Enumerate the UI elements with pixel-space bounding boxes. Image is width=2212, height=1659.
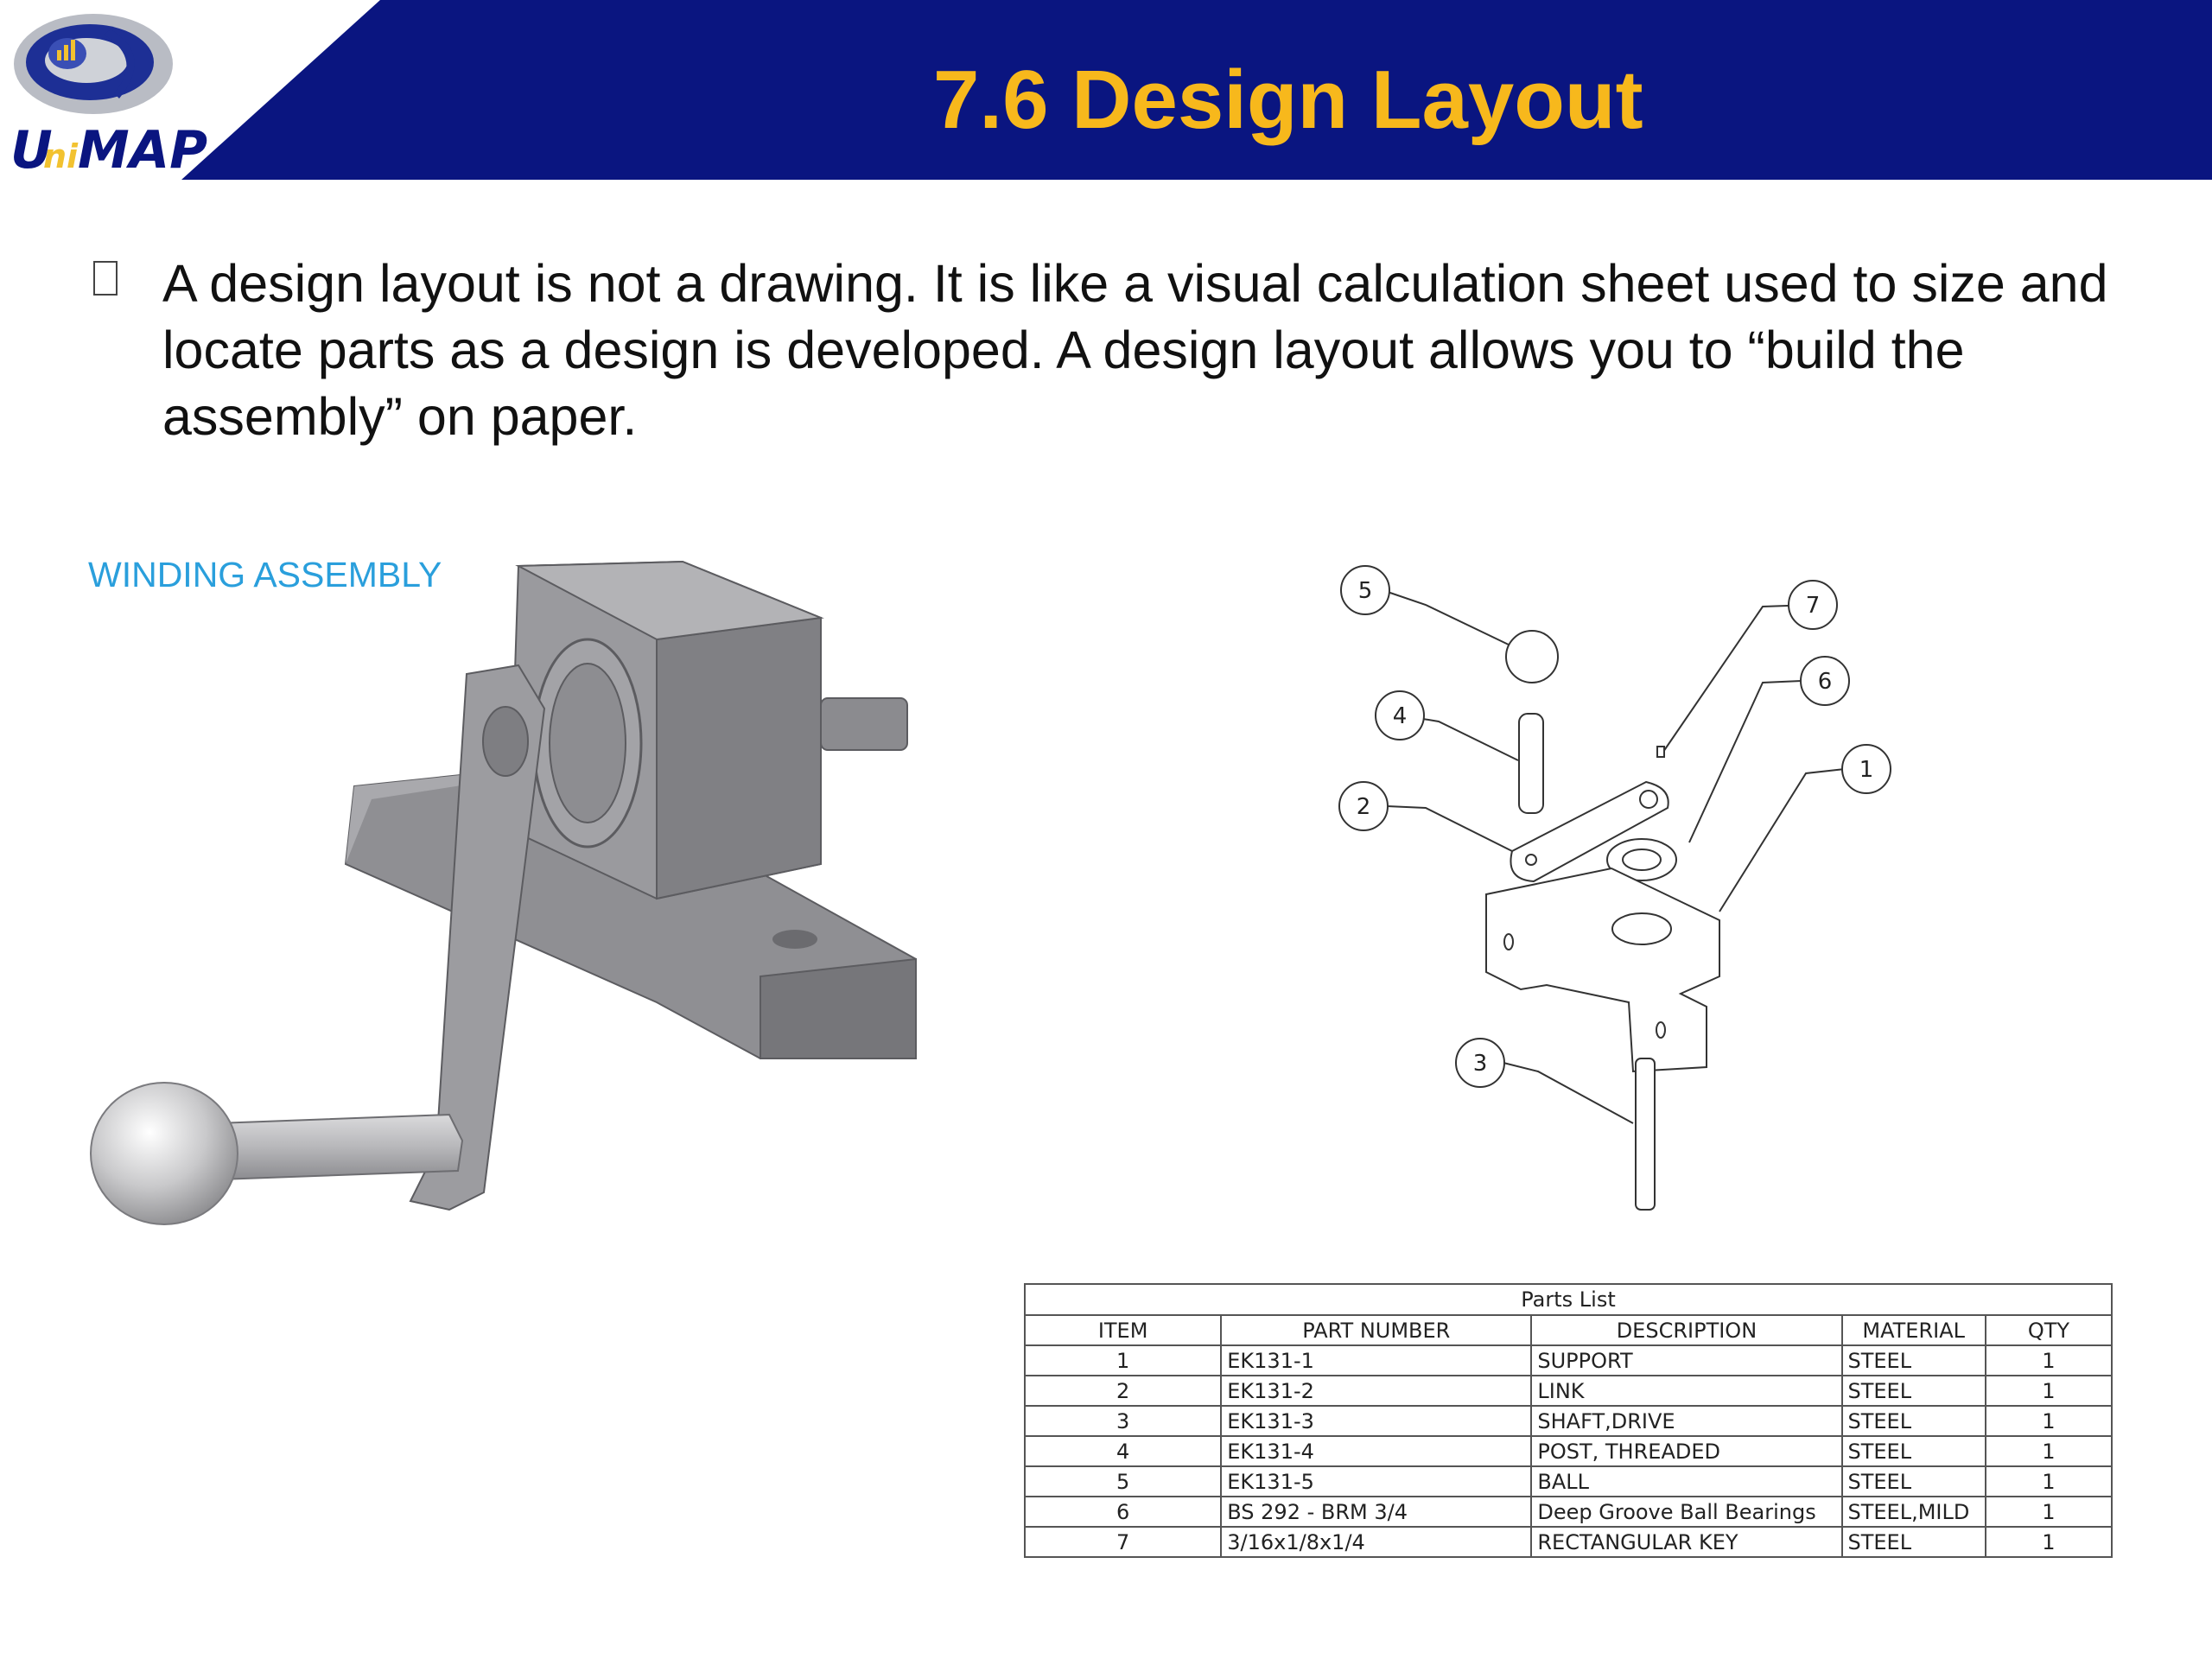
cell-material: STEEL — [1842, 1436, 1986, 1466]
bullet-glyph-icon — [93, 261, 118, 296]
svg-text:MAP: MAP — [78, 120, 208, 181]
table-row — [1025, 1497, 2112, 1527]
cell-item: 4 — [1025, 1436, 1221, 1466]
cell-part-number: EK131-4 — [1221, 1436, 1531, 1466]
callout-7: 7 — [1805, 593, 1821, 619]
column-header-item: ITEM — [1025, 1315, 1221, 1345]
callout-1: 1 — [1859, 757, 1874, 783]
cell-qty: 1 — [1986, 1345, 2112, 1376]
cell-material: STEEL — [1842, 1406, 1986, 1436]
cell-description: SHAFT,DRIVE — [1531, 1406, 1841, 1436]
cell-material: STEEL — [1842, 1527, 1986, 1557]
cell-qty: 1 — [1986, 1376, 2112, 1406]
cell-description: POST, THREADED — [1531, 1436, 1841, 1466]
cell-part-number: BS 292 - BRM 3/4 — [1221, 1497, 1531, 1527]
parts-list-table — [1024, 1283, 2113, 1558]
svg-text:U: U — [10, 120, 53, 181]
winding-assembly-label: WINDING ASSEMBLY — [88, 555, 442, 594]
callout-3: 3 — [1472, 1051, 1488, 1077]
table-row — [1025, 1345, 2112, 1376]
table-row — [1025, 1406, 2112, 1436]
parts-list-header-row — [1025, 1315, 2112, 1345]
cell-description: Deep Groove Ball Bearings — [1531, 1497, 1841, 1527]
table-row — [1025, 1466, 2112, 1497]
parts-list-caption: Parts List — [1025, 1284, 2112, 1315]
cell-item: 7 — [1025, 1527, 1221, 1557]
cell-qty: 1 — [1986, 1436, 2112, 1466]
callout-2: 2 — [1356, 794, 1371, 820]
cell-item: 2 — [1025, 1376, 1221, 1406]
callout-5: 5 — [1357, 578, 1373, 604]
cell-description: BALL — [1531, 1466, 1841, 1497]
callout-4: 4 — [1392, 703, 1408, 729]
cell-item: 3 — [1025, 1406, 1221, 1436]
exploded-view-drawing — [1322, 553, 1944, 1227]
cell-description: SUPPORT — [1531, 1345, 1841, 1376]
winding-assembly-illustration — [86, 553, 933, 1244]
column-header-material: MATERIAL — [1842, 1315, 1986, 1345]
cell-material: STEEL — [1842, 1376, 1986, 1406]
cell-description: LINK — [1531, 1376, 1841, 1406]
cell-qty: 1 — [1986, 1406, 2112, 1436]
slide-title: 7.6 Design Layout — [933, 54, 1643, 146]
cell-part-number: EK131-2 — [1221, 1376, 1531, 1406]
cell-part-number: EK131-5 — [1221, 1466, 1531, 1497]
bullet-text: A design layout is not a drawing. It is like a visual calculation sheet used to size and locate parts as a design is developed. A design layout allows you to “build the assembly” on paper. — [162, 254, 2108, 446]
callout-6: 6 — [1817, 669, 1833, 695]
unimap-logo — [7, 3, 208, 181]
cell-item: 6 — [1025, 1497, 1221, 1527]
cell-description: RECTANGULAR KEY — [1531, 1527, 1841, 1557]
table-row — [1025, 1527, 2112, 1557]
cell-item: 5 — [1025, 1466, 1221, 1497]
column-header-qty: QTY — [1986, 1315, 2112, 1345]
cell-part-number: EK131-3 — [1221, 1406, 1531, 1436]
cell-material: STEEL,MILD — [1842, 1497, 1986, 1527]
cell-part-number: EK131-1 — [1221, 1345, 1531, 1376]
cell-qty: 1 — [1986, 1497, 2112, 1527]
parts-list-caption-row — [1025, 1284, 2112, 1315]
slide-header — [0, 0, 2212, 180]
table-row — [1025, 1436, 2112, 1466]
cell-material: STEEL — [1842, 1345, 1986, 1376]
column-header-part-number: PART NUMBER — [1221, 1315, 1531, 1345]
cell-material: STEEL — [1842, 1466, 1986, 1497]
svg-text:ni: ni — [43, 137, 79, 175]
table-row — [1025, 1376, 2112, 1406]
cell-item: 1 — [1025, 1345, 1221, 1376]
column-header-description: DESCRIPTION — [1531, 1315, 1841, 1345]
cell-part-number: 3/16x1/8x1/4 — [1221, 1527, 1531, 1557]
cell-qty: 1 — [1986, 1466, 2112, 1497]
cell-qty: 1 — [1986, 1527, 2112, 1557]
